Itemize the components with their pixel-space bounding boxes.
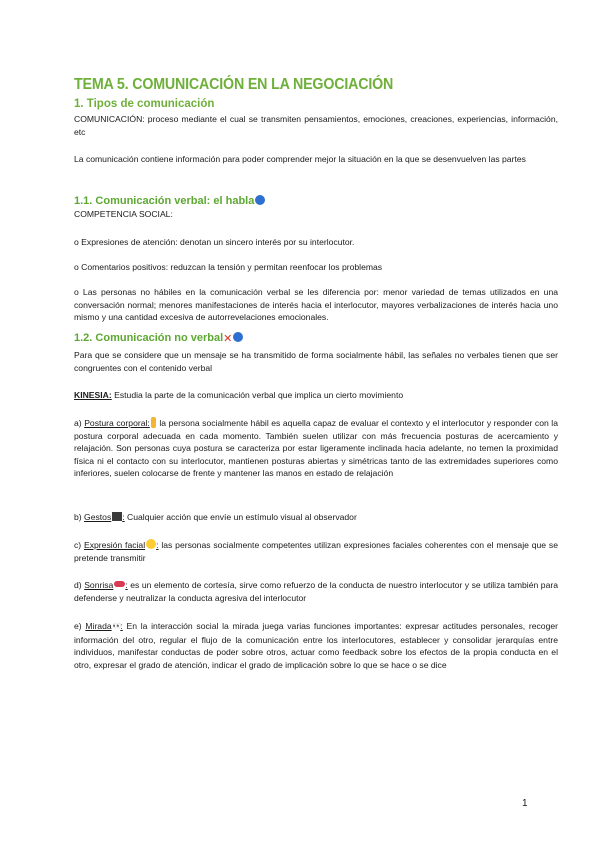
competencia-social-label: COMPETENCIA SOCIAL: [74, 209, 173, 219]
kinesia-label: KINESIA: [74, 390, 112, 400]
item-prefix: b) [74, 512, 85, 522]
comunicacion-definition: COMUNICACIÓN: proceso mediante el cual se transmiten pensamientos, emociones, creaciones, experiencias, información, etc [74, 114, 558, 137]
kinesia-text: Estudia la parte de la comunicación verbal que implica un cierto movimiento [111, 390, 404, 400]
postura-corporal-text: la persona socialmente hábil es aquella capaz de evaluar el contexto y el interlocutor y responder con la postura corporal adecuada en cada momento. También suelen utilizar con más frecuencia posturas de acercamiento y relajación. Son personas cuya postura se caracteriza por estar ligeramente inclinada hacia adelante, no temen la proximidad física ni el contacto con su interlocutor, mantienen posturas abiertas y simétricas tanto de las extremidades superiores como inferiores, suelen colocarse de frente y mantener las manos en estado de relajación [74, 418, 558, 479]
gestos-paragraph [74, 511, 558, 524]
camera-icon [112, 512, 125, 522]
item-prefix: a) [74, 418, 85, 428]
mirada-text: En la interacción social la mirada juega varias funciones importantes: expresar actitudes personales, recoger información del otro, regular el flujo de la comunicación entre los interlocutores, establecer y consolidar jerarquías entre individuos, manifestar conductas de poder sobre otros, actuar como feedback sobre los efectos de la propia conducta en el otro, expresar el grado de atención, indicar el grado de implicación sobre lo que se hace o se dice [74, 621, 558, 670]
eyes-icon: 👀 [112, 623, 121, 630]
sonrisa-label: Sonrisa [84, 580, 114, 590]
item-prefix: c) [74, 540, 84, 550]
cross-mark-icon: ✕ [223, 333, 233, 345]
page-number: 1 [522, 798, 528, 809]
gestos-text: Cualquier acción que envíe un estímulo visual al observador [124, 512, 357, 522]
expresion-facial-colon: : [156, 540, 159, 550]
person-icon [151, 417, 156, 428]
gestos-label: Gestos [84, 512, 112, 522]
list-item: o Las personas no hábiles en la comunicación verbal se les diferencia por: menor variedad de temas utilizados en una conversación normal; menores manifestaciones de interés hacia el interlocutor, mayores verbalizaciones de interés hacia uno mismo y una cantidad excesiva de autorrevelaciones emocionales. [74, 287, 558, 323]
expresion-facial-text: las personas socialmente competentes utilizan expresiones faciales coherentes con el mensaje que se pretende transmitir [74, 540, 558, 563]
item-prefix: e) [74, 621, 86, 631]
expresion-facial-paragraph [74, 539, 558, 564]
section-heading-verbal [74, 195, 265, 207]
sonrisa-paragraph [74, 579, 558, 604]
mirada-paragraph [74, 620, 558, 671]
section-heading-verbal-text: 1.1. Comunicación verbal: el habla [74, 195, 255, 207]
postura-corporal-label: Postura corporal: [84, 418, 150, 428]
kinesia-paragraph [74, 389, 558, 402]
smiley-face-icon [146, 539, 159, 550]
document-title: TEMA 5. COMUNICACIÓN EN LA NEGOCIACIÓN [74, 76, 394, 93]
sonrisa-text: es un elemento de cortesía, sirve como refuerzo de la conducta de nuestro interlocutor y se utiliza también para defenderse y neutralizar la conducta agresiva del interlocutor [74, 580, 559, 603]
expresion-facial-label: Expresión facial [84, 540, 146, 550]
item-prefix: d) [74, 580, 85, 590]
section-heading-no-verbal-text: 1.2. Comunicación no verbal [74, 332, 224, 344]
mirada-label: Mirada [85, 621, 112, 631]
comunicacion-paragraph: La comunicación contiene información para poder comprender mejor la situación en la que se desenvuelven las partes [74, 154, 526, 164]
speaking-head-icon [255, 195, 265, 205]
section-heading-tipos: 1. Tipos de comunicación [74, 98, 215, 110]
list-item: o Expresiones de atención: denotan un sincero interés por su interlocutor. [74, 237, 355, 247]
no-verbal-intro: Para que se considere que un mensaje se ha transmitido de forma socialmente hábil, las señales no verbales tienen que ser congruentes con el contenido verbal [74, 350, 558, 373]
gestos-colon: : [122, 512, 125, 522]
section-heading-no-verbal [74, 332, 243, 345]
lips-icon [114, 581, 125, 587]
postura-corporal-paragraph [74, 417, 558, 480]
list-item: o Comentarios positivos: reduzcan la tensión y permitan reenfocar los problemas [74, 262, 383, 272]
sonrisa-colon: : [125, 580, 128, 590]
mirada-colon: : [120, 621, 123, 631]
speaking-head-icon [233, 332, 243, 342]
